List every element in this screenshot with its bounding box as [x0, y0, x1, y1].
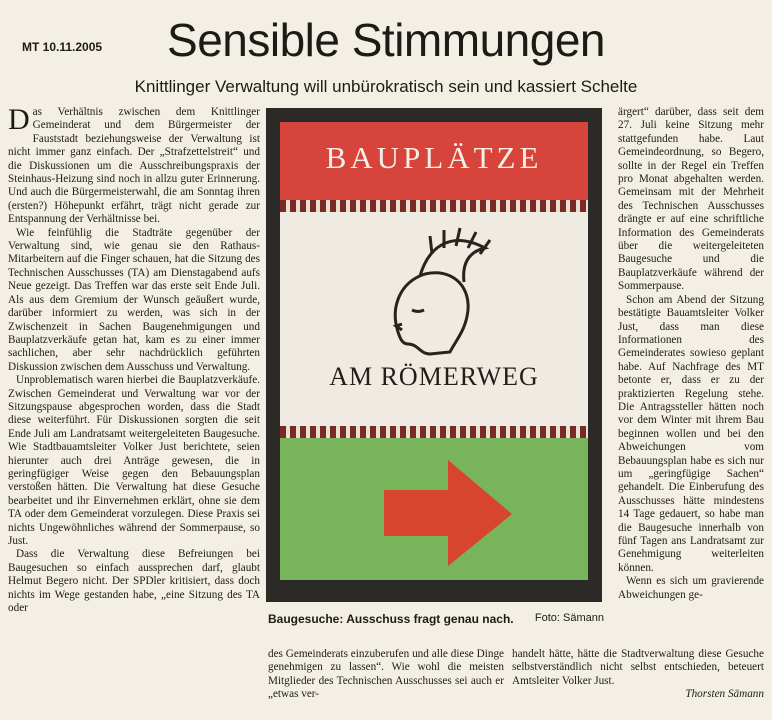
sign-border-stripe: [280, 200, 588, 212]
sign-white-panel: [280, 212, 588, 426]
sign-title: BAUPLÄTZE: [325, 140, 543, 175]
sign-red-panel: [280, 122, 588, 200]
photo-caption: [268, 612, 604, 626]
article-column-3-bottom: [512, 648, 764, 702]
sign-border-stripe: [280, 426, 588, 438]
source-date: MT 10.11.2005: [22, 40, 103, 54]
sign-green-panel: [280, 438, 588, 580]
paragraph: ärgert“ darüber, dass seit dem 27. Juli keine Sitzung mehr stattgefunden habe. Laut Gemeindeordnung, so Begero, sollte in der Regel ein Treffen pro Monat abgehalten werden. Gemeinsam mit der Mehrheit des Technischen Ausschusses drängte er auf eine schriftliche Information des Gemeinderats über die weitergeleiteten Baugesuche und die Bauplatzverkäufe während der Sommerpause.: [618, 106, 764, 293]
drop-cap: D: [8, 103, 30, 136]
roman-head-icon: [280, 212, 588, 426]
paragraph: Wie feinfühlig die Stadträte gegenüber der Verwaltung sind, wie genau sie den Rathaus-Mitarbeitern auf die Finger schauen, hat die Sitzung des Technischen Ausschusses (TA) am Dienstagabend aufs Neue gezeigt. Das Treffen war das erste seit Ende Juli. Als aus dem Gremium der Wunsch geäußert wurde, darüber informiert zu werden, was sich in der Zwischenzeit in Sachen Baugenehmigungen und Bauplatzverkäufe getan hat, kam es zu einer immer sachlichen, aber sehr nachdrücklich geführten Diskussion zwischen dem Ausschuss und Verwaltung.: [8, 226, 260, 373]
arrow-right-icon: [280, 438, 588, 580]
paragraph: [8, 103, 260, 227]
paragraph: handelt hätte, hätte die Stadtverwaltung diese Gesuche selbstverständlich nicht selbst entschieden, beteuert Amtsleiter Volker Just.: [512, 648, 764, 687]
photo-credit: Foto: Sämann: [534, 612, 604, 624]
article-column-1: [8, 103, 260, 615]
paragraph: Unproblematisch waren hierbei die Bauplatzverkäufe. Zwischen Gemeinderat und Verwaltung war vor der Sitzungspause abgesprochen worden, dass die Stadt diese weiterführt. Für Diskussionen sorgten die seit Ende Juli am Landratsamt weitergeleiteten Baugesuche. Wie Stadtbauamtsleiter Volker Just berichtete, seien hierunter auch drei Anträge gewesen, die in geringfügiger Weise gegen den Bebauungsplan verstoßen hätten. Die Verwaltung hat diese Gesuche bearbeitet und ihr Einvernehmen erklärt, ohne sie dem TA oder dem Gemeinderat vorzulegen. Diese Praxis sei nichts Ungewöhnliches während der Sommerpause, so Just.: [8, 374, 260, 547]
paragraph: Wenn es sich um gravierende Abweichungen ge-: [618, 575, 764, 601]
paragraph: Dass die Verwaltung diese Befreiungen bei Baugesuchen so einfach aussprechen darf, glaubt Helmut Begero nicht. Der SPDler kritisiert, dass doch nichts im Wege gestanden habe, „eine Sitzung des TA oder: [8, 548, 260, 615]
headline: Sensible Stimmungen: [167, 14, 605, 66]
paragraph: des Gemeinderats einzuberufen und alle diese Dinge genehmigen zu lassen“. Wie wohl die meisten Mitglieder des Technischen Ausschusses sei auch er „etwas ver-: [268, 648, 504, 701]
photo-sign: [266, 108, 602, 602]
subheadline: Knittlinger Verwaltung will unbürokratisch sein und kassiert Schelte: [134, 77, 638, 96]
sign-subtitle: AM RÖMERWEG: [329, 362, 539, 391]
article-column-3: [618, 106, 764, 602]
article-column-2-bottom: [268, 648, 504, 702]
paragraph-text: as Verhältnis zwischen dem Knittlinger Gemeinderat und dem Bürgermeister der Fauststadt beziehungsweise der Verwaltung ist nicht immer ganz einfach. Der „Strafzettelstreit“ und die Diskussionen um die Ausschreibungspraxis der Steinhaus-Heizung sind noch in allzu guter Erinnerung. Und auch die Bürgermeisterwahl, die am Sonntag ihren (ersten?) Höhepunkt erfährt, trägt nicht gerade zur Entspannung der Verhältnisse bei.: [8, 106, 260, 226]
author-byline: Thorsten Sämann: [685, 688, 764, 701]
caption-text: Baugesuche: Ausschuss fragt genau nach.: [268, 612, 514, 626]
paragraph: Schon am Abend der Sitzung bestätigte Bauamtsleiter Volker Just, dass man diese Informationen des Gemeinderates sowieso geplant habe. Auf Nachfrage des MT betonte er, dass er zu der praktizierten Regelung stehe. Die Antragssteller hätten noch vor dem Winter mit ihrem Bau beginnen wollen und bei den Abweichungen vom Bebauungsplan habe es sich nur um „geringfügige Sachen“ gehandelt. Die Einberufung des Ausschusses hätte mindestens 14 Tage gedauert, so habe man die Baugesuche innerhalb von fünf Tagen ans Landratsamt zur Genehmigung weiterleiten können.: [618, 293, 764, 574]
